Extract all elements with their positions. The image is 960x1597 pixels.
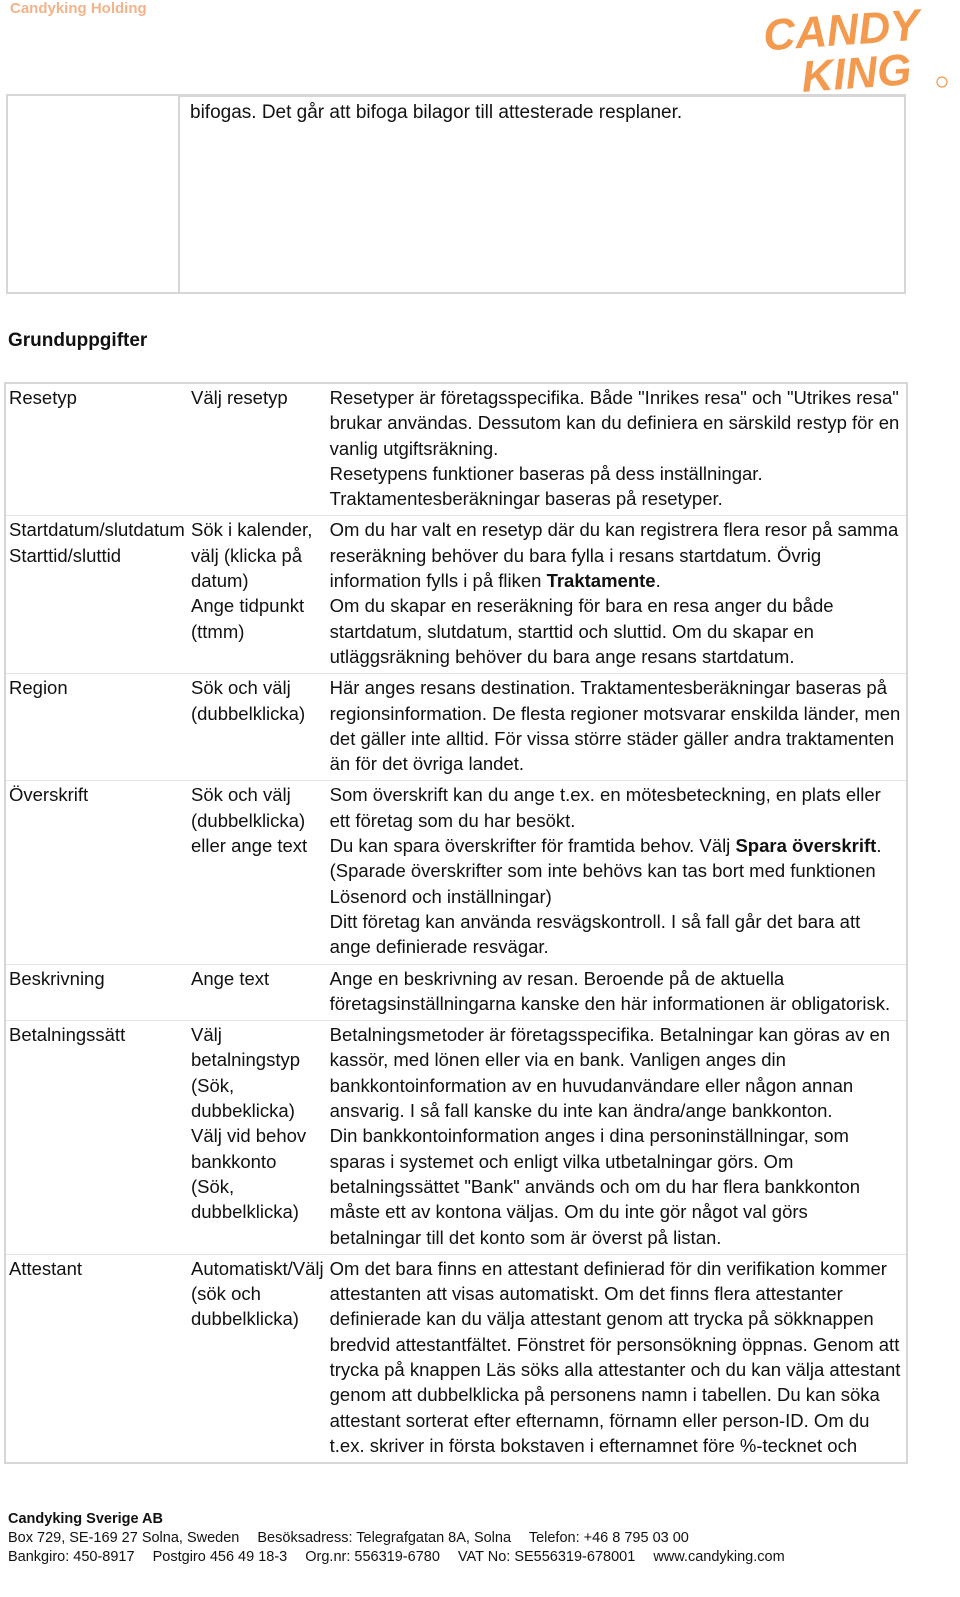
field-action-cell <box>188 673 327 780</box>
field-action: Välj betalningstyp (Sök, dubbeklicka) <box>190 1024 301 1122</box>
footer-bankgiro: Bankgiro: 450-8917 <box>8 1549 135 1565</box>
description-text: Resetyper är företagsspecifika. Både "Inrikes resa" och "Utrikes resa" brukar användas. Dessutom kan du definiera en särskild restyp för en vanlig utgiftsräkning. <box>329 387 900 459</box>
footer-visiting-address: Besöksadress: Telegrafgatan 8A, Solna <box>257 1530 512 1546</box>
svg-text:CANDY: CANDY <box>762 2 922 61</box>
field-description-cell <box>327 964 906 1021</box>
field-description-cell <box>327 780 906 963</box>
field-action: Automatiskt/Välj (sök och dubbelklicka) <box>190 1257 324 1330</box>
description-paragraph <box>330 833 903 858</box>
section-title: Grunduppgifter <box>8 330 148 351</box>
footer-bank-line <box>8 1548 785 1567</box>
description-paragraph <box>330 1123 903 1249</box>
field-description-cell <box>327 515 906 673</box>
description-text: . <box>876 835 882 857</box>
field-action-cell <box>188 780 327 963</box>
description-text: Om du skapar en reseräkning för bara en resa anger du både startdatum, slutdatum, starttid och sluttid. Om du skapar en utläggsräkning behöver du bara ange resans startdatum. <box>329 595 834 667</box>
table-row <box>6 1020 906 1254</box>
footer-phone: Telefon: +46 8 795 03 00 <box>528 1530 689 1546</box>
field-action-cell <box>188 1020 327 1254</box>
page-footer <box>8 1510 785 1567</box>
field-description-cell <box>327 673 906 780</box>
field-name: Startdatum/slutdatum <box>9 519 185 541</box>
previous-section-text: bifogas. Det går att bifoga bilagor till attesterade resplaner. <box>190 102 683 123</box>
description-paragraph <box>330 782 903 833</box>
svg-text:KING: KING <box>799 45 913 94</box>
description-paragraph <box>330 486 903 511</box>
field-name-cell <box>6 1254 188 1462</box>
footer-vat: VAT No: SE556319-678001 <box>457 1549 636 1565</box>
description-paragraph <box>330 858 903 909</box>
field-name: Region <box>9 677 68 699</box>
table-row <box>6 964 906 1021</box>
description-text: Här anges resans destination. Traktamentesberäkningar baseras på regionsinformation. De flesta regioner motsvarar enskilda länder, men det gäller inte alltid. För vissa större städer gäller andra traktamenten än för det övriga landet. <box>329 677 901 775</box>
description-text: Om det bara finns en attestant definierad för din verifikation kommer attestanten att visas automatiskt. Om det finns flera attestanter definierade kan du välja attestant genom att trycka på sökknappen bredvid attestantfältet. Fönstret för personsökning öppnas. Genom att trycka på knappen Läs söks alla attestanter och du kan välja attestant genom att dubbelklicka på personens namn i tabellen. Du kan söka attestant sorterat efter efternamn, förnamn eller person-ID. Om du t.ex. skriver in första bokstaven i efternamnet före %-tecknet och <box>329 1257 901 1456</box>
description-paragraph <box>330 675 903 776</box>
field-action: Sök och välj (dubbelklicka) eller ange text <box>190 784 308 857</box>
field-action: Sök i kalender, välj (klicka på datum) <box>190 519 313 592</box>
field-action-cell <box>188 515 327 673</box>
field-action: Ange text <box>190 967 270 989</box>
table-row <box>6 384 906 515</box>
field-description-cell <box>327 1254 906 1462</box>
description-paragraph <box>330 593 903 669</box>
field-name-cell <box>6 964 188 1021</box>
description-text: Resetypens funktioner baseras på dess inställningar. <box>329 462 763 484</box>
field-name-cell <box>6 1020 188 1254</box>
description-text: Ditt företag kan använda resvägskontroll. I så fall går det bara att ange definierade resvägar. <box>329 910 861 958</box>
description-text: (Sparade överskrifter som inte behövs kan tas bort med funktionen Lösenord och inställningar) <box>329 860 876 907</box>
footer-company: Candyking Sverige AB <box>8 1511 163 1527</box>
table-row <box>6 780 906 963</box>
description-paragraph <box>330 909 903 960</box>
field-action: Välj resetyp <box>190 387 288 408</box>
field-action-cell <box>188 964 327 1021</box>
previous-section-box <box>6 94 906 294</box>
footer-address: Box 729, SE-169 27 Solna, Sweden <box>8 1530 240 1546</box>
field-name-cell <box>6 780 188 963</box>
header-company-name: Candyking Holding <box>10 0 147 17</box>
description-text: Ange en beskrivning av resan. Beroende på de aktuella företagsinställningarna kanske den här informationen är obligatorisk. <box>329 967 891 1014</box>
candyking-logo <box>762 2 952 94</box>
description-text: Traktamentesberäkningar baseras på resetyper. <box>329 488 723 510</box>
field-name-cell <box>6 384 188 515</box>
fields-table <box>4 382 908 1464</box>
table-row <box>6 673 906 780</box>
field-name: Starttid/sluttid <box>9 544 122 566</box>
field-action: Sök och välj (dubbelklicka) <box>190 677 306 724</box>
description-text: Som överskrift kan du ange t.ex. en mötesbeteckning, en plats eller ett företag som du har besökt. <box>329 784 881 831</box>
description-text: Din bankkontoinformation anges i dina personinställningar, som sparas i systemet och enligt vilka utbetalningar görs. Om betalningssättet "Bank" används och om du har flera bankkonton måste ett av kontona väljas. Om du inte gör något val görs betalningar till det konto som är överst på listan. <box>329 1125 861 1248</box>
field-action-cell <box>188 384 327 515</box>
description-paragraph <box>330 461 903 486</box>
field-name-cell <box>6 515 188 673</box>
description-text: Om du har valt en resetyp där du kan registrera flera resor på samma reseräkning behöver du bara fylla i resans startdatum. Övrig information fylls i på fliken <box>329 519 899 592</box>
field-action: Ange tidpunkt (ttmm) <box>190 595 305 642</box>
field-action: Välj vid behov bankkonto (Sök, dubbelklicka) <box>190 1125 307 1223</box>
field-name: Attestant <box>9 1257 83 1279</box>
emphasized-term: Traktamente <box>546 570 656 592</box>
field-description-cell <box>327 384 906 515</box>
field-description-cell <box>327 1020 906 1254</box>
description-text: Betalningsmetoder är företagsspecifika. Betalningar kan göras av en kassör, med lönen eller via en bank. Vanligen anges din bankkontoinformation av en huvudanvändare eller någon annan ansvarig. I så fall kanske du inte kan ändra/ange bankkonton. <box>329 1024 891 1122</box>
description-paragraph <box>330 966 903 1017</box>
field-name: Överskrift <box>9 784 89 806</box>
footer-orgnr: Org.nr: 556319-6780 <box>305 1549 440 1565</box>
description-paragraph <box>330 385 903 461</box>
footer-website[interactable]: www.candyking.com <box>653 1549 785 1565</box>
emphasized-term: Spara överskrift <box>735 835 877 857</box>
field-action-cell <box>188 1254 327 1462</box>
description-paragraph <box>330 1256 903 1458</box>
field-name: Beskrivning <box>9 967 105 989</box>
description-text: . <box>655 570 661 592</box>
field-name-cell <box>6 673 188 780</box>
description-paragraph <box>330 517 903 593</box>
footer-postgiro: Postgiro 456 49 18-3 <box>152 1549 288 1565</box>
table-row <box>6 1254 906 1462</box>
footer-address-line <box>8 1529 785 1548</box>
table-row <box>6 515 906 673</box>
field-name: Resetyp <box>9 387 77 408</box>
field-name: Betalningssätt <box>9 1024 126 1046</box>
description-paragraph <box>330 1022 903 1123</box>
description-text: Du kan spara överskrifter för framtida behov. Välj <box>329 835 736 857</box>
